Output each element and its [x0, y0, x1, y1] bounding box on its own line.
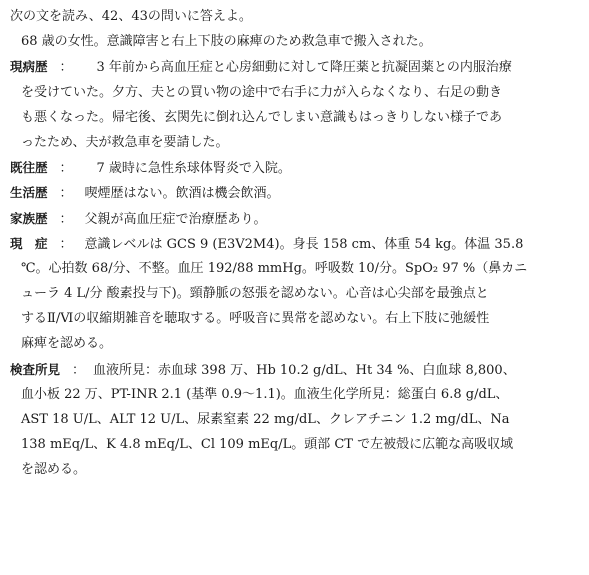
- section-line: を受けていた。夕方、夫との買い物の途中で右手に力が入らなくなり、右足の動き: [21, 84, 503, 100]
- section-line: AST 18 U/L、ALT 12 U/L、尿素窒素 22 mg/dL、クレアチニン 1.2 mg/dL、Na: [21, 412, 510, 427]
- section-line: 7 歳時に急性糸球体腎炎で入院。: [96, 161, 291, 177]
- section-separator: ：: [59, 186, 73, 202]
- section-line: 意識レベルは GCS 9 (E3V2M4)。身長 158 cm、体重 54 kg。体温 35.8: [84, 236, 524, 252]
- instruction-text: 次の文を読み、42、43の問いに答えよ。: [10, 9, 252, 24]
- section-separator: ：: [59, 211, 73, 227]
- section-present-illness: [10, 54, 579, 155]
- section-label: 家族歴: [10, 210, 48, 226]
- section-separator: ：: [72, 362, 86, 378]
- section-family-history: [10, 206, 579, 231]
- section-separator: ：: [59, 60, 73, 76]
- section-line: 父親が高血圧症で治療歴あり。: [84, 211, 267, 227]
- section-label: 既往歴: [10, 160, 48, 176]
- section-line: 麻痺を認める。: [21, 336, 113, 352]
- section-separator: ：: [59, 161, 73, 177]
- section-line: ューラ 4 L/分 酸素投与下)。頸静脈の怒張を認めない。心音は心尖部を最強点と: [21, 286, 489, 302]
- section-line: 喫煙歴はない。飲酒は機会飲酒。: [84, 186, 280, 202]
- section-label: 現病歴: [10, 59, 48, 75]
- section-label: 現 症: [10, 235, 48, 251]
- section-social-history: [10, 180, 579, 205]
- case-intro-text: 68 歳の女性。意識障害と右上下肢の麻痺のため救急車で搬入された。: [21, 34, 432, 50]
- section-line: ったため、夫が救急車を要請した。: [21, 134, 229, 150]
- section-present-status: [10, 231, 579, 357]
- section-line: ℃。心拍数 68/分、不整。血圧 192/88 mmHg。呼吸数 10/分。SpO₂ 97 %（鼻カニ: [21, 260, 528, 276]
- section-label: 検査所見: [10, 361, 61, 377]
- section-line: 138 mEq/L、K 4.8 mEq/L、Cl 109 mEq/L。頭部 CT で左被殻に広範な高吸収域: [21, 437, 514, 453]
- section-line: を認める。: [21, 462, 87, 478]
- section-lab-findings: [10, 357, 579, 483]
- section-line: 血小板 22 万、PT-INR 2.1 (基準 0.9〜1.1)。血液生化学所見：総蛋白 6.8 g/dL、: [21, 386, 509, 402]
- section-separator: ：: [59, 236, 73, 252]
- section-line: も悪くなった。帰宅後、玄関先に倒れ込んでしまい意識もはっきりしない様子であ: [21, 109, 503, 125]
- section-label: 生活歴: [10, 185, 48, 201]
- section-line: するⅡ/Ⅵの収縮期雑音を聴取する。呼吸音に異常を認めない。右上下肢に弛緩性: [21, 311, 490, 327]
- section-line: 血液所見：赤血球 398 万、Hb 10.2 g/dL、Ht 34 %、白血球 8,800、: [93, 362, 516, 378]
- section-past-history: [10, 155, 579, 180]
- section-line: 3 年前から高血圧症と心房細動に対して降圧薬と抗凝固薬との内服治療: [96, 60, 512, 76]
